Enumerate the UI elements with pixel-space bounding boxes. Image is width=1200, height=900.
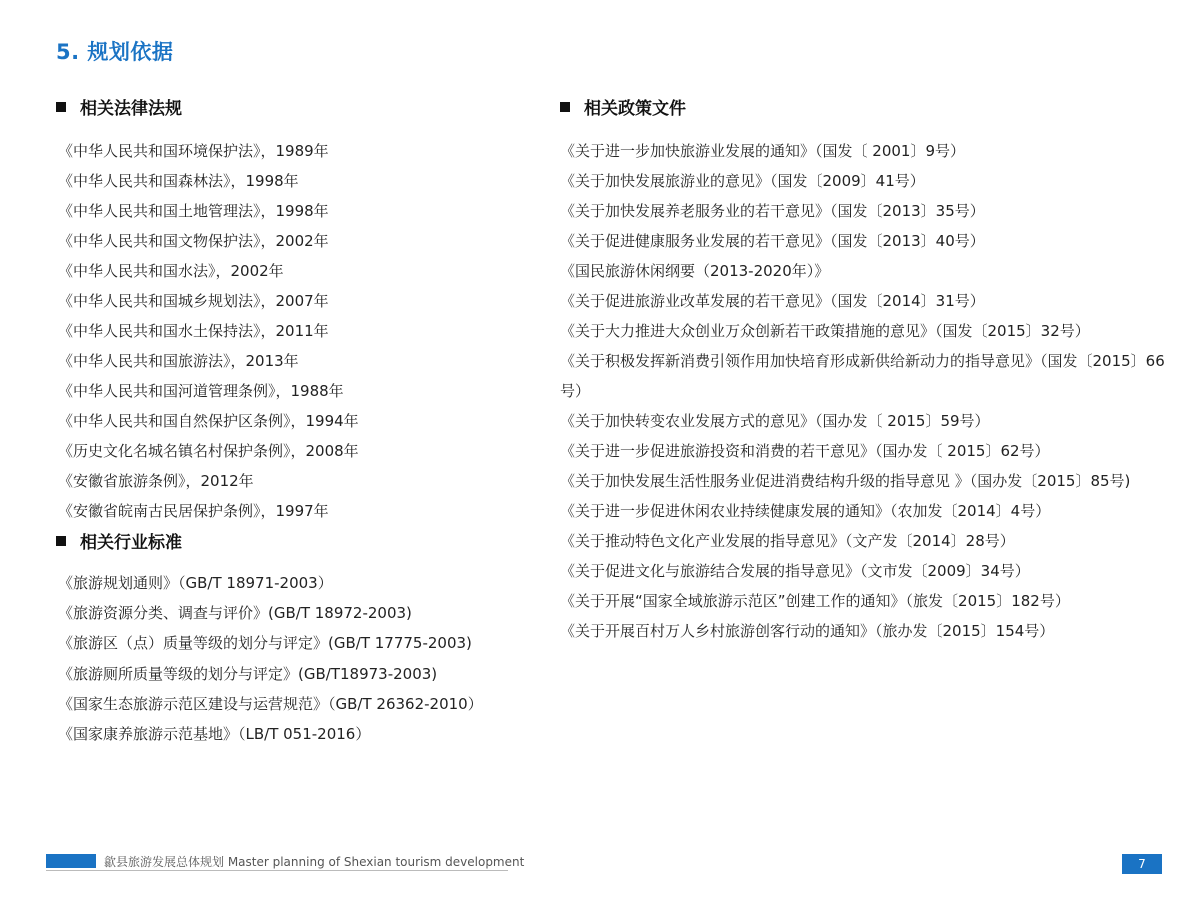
law-item: 《中华人民共和国水土保持法》，2011年 [58, 322, 329, 340]
page-title: 5. 规划依据 [56, 40, 174, 64]
law-item: 《中华人民共和国土地管理法》，1998年 [58, 202, 329, 220]
law-item: 《中华人民共和国城乡规划法》，2007年 [58, 292, 329, 310]
policy-item: 《关于开展“国家全域旅游示范区”创建工作的通知》（旅发〔2015〕182号） [560, 592, 1070, 610]
laws-heading-label: 相关法律法规 [80, 99, 182, 119]
page-number: 7 [1122, 854, 1162, 874]
square-bullet-icon [56, 536, 66, 546]
law-item: 《中华人民共和国文物保护法》，2002年 [58, 232, 329, 250]
standards-heading-label: 相关行业标准 [80, 533, 182, 553]
laws-list [58, 136, 359, 526]
square-bullet-icon [560, 102, 570, 112]
policy-item: 《关于开展百村万人乡村旅游创客行动的通知》（旅办发〔2015〕154号） [560, 622, 1055, 640]
law-item: 《中华人民共和国水法》，2002年 [58, 262, 284, 280]
standards-list [58, 568, 483, 749]
standard-item: 《旅游资源分类、调查与评价》(GB/T 18972-2003) [58, 604, 412, 623]
footer-divider [46, 870, 508, 871]
policy-item: 《关于加快发展养老服务业的若干意见》（国发〔2013〕35号） [560, 202, 985, 220]
standard-item: 《国家康养旅游示范基地》（LB/T 051-2016） [58, 724, 371, 743]
policy-item: 《关于加快发展生活性服务业促进消费结构升级的指导意见 》（国办发〔2015〕85号) [560, 472, 1131, 490]
policies-section-heading [560, 94, 686, 119]
policies-list [560, 136, 1180, 646]
policy-item: 《关于加快转变农业发展方式的意见》（国办发〔 2015〕59号） [560, 412, 990, 430]
laws-section-heading [56, 94, 182, 119]
policy-item: 《关于推动特色文化产业发展的指导意见》（文产发〔2014〕28号） [560, 532, 1015, 550]
policy-item: 《关于大力推进大众创业万众创新若干政策措施的意见》（国发〔2015〕32号） [560, 322, 1090, 340]
square-bullet-icon [56, 102, 66, 112]
policy-item: 《关于促进健康服务业发展的若干意见》（国发〔2013〕40号） [560, 232, 985, 250]
law-item: 《历史文化名城名镇名村保护条例》，2008年 [58, 442, 359, 460]
standards-section-heading [56, 528, 182, 553]
law-item: 《中华人民共和国旅游法》，2013年 [58, 352, 299, 370]
policy-item: 《关于进一步促进休闲农业持续健康发展的通知》（农加发〔2014〕4号） [560, 502, 1051, 520]
law-item: 《中华人民共和国森林法》，1998年 [58, 172, 299, 190]
standard-item: 《旅游厕所质量等级的划分与评定》(GB/T18973-2003) [58, 664, 438, 683]
standard-item: 《旅游区（点）质量等级的划分与评定》(GB/T 17775-2003) [58, 634, 472, 653]
footer-text: 歙县旅游发展总体规划 Master planning of Shexian tourism development [104, 855, 525, 869]
law-item: 《中华人民共和国自然保护区条例》，1994年 [58, 412, 359, 430]
policy-item: 《关于积极发挥新消费引领作用加快培育形成新供给新动力的指导意见》（国发〔2015〕66号） [560, 352, 1165, 400]
policy-item: 《国民旅游休闲纲要（2013-2020年）》 [560, 262, 830, 280]
policy-item: 《关于促进旅游业改革发展的若干意见》（国发〔2014〕31号） [560, 292, 985, 310]
policy-item: 《关于促进文化与旅游结合发展的指导意见》（文市发〔2009〕34号） [560, 562, 1030, 580]
law-item: 《中华人民共和国河道管理条例》，1988年 [58, 382, 344, 400]
policies-heading-label: 相关政策文件 [584, 99, 686, 119]
policy-item: 《关于进一步加快旅游业发展的通知》（国发〔 2001〕9号） [560, 142, 965, 160]
policy-item: 《关于加快发展旅游业的意见》（国发〔2009〕41号） [560, 172, 925, 190]
footer-accent-bar [46, 854, 96, 868]
law-item: 《安徽省旅游条例》，2012年 [58, 472, 254, 490]
law-item: 《中华人民共和国环境保护法》，1989年 [58, 142, 329, 160]
policy-item: 《关于进一步促进旅游投资和消费的若干意见》（国办发〔 2015〕62号） [560, 442, 1050, 460]
standard-item: 《旅游规划通则》（GB/T 18971-2003） [58, 574, 333, 592]
standard-item: 《国家生态旅游示范区建设与运营规范》（GB/T 26362-2010） [58, 694, 483, 713]
law-item: 《安徽省皖南古民居保护条例》，1997年 [58, 502, 329, 520]
